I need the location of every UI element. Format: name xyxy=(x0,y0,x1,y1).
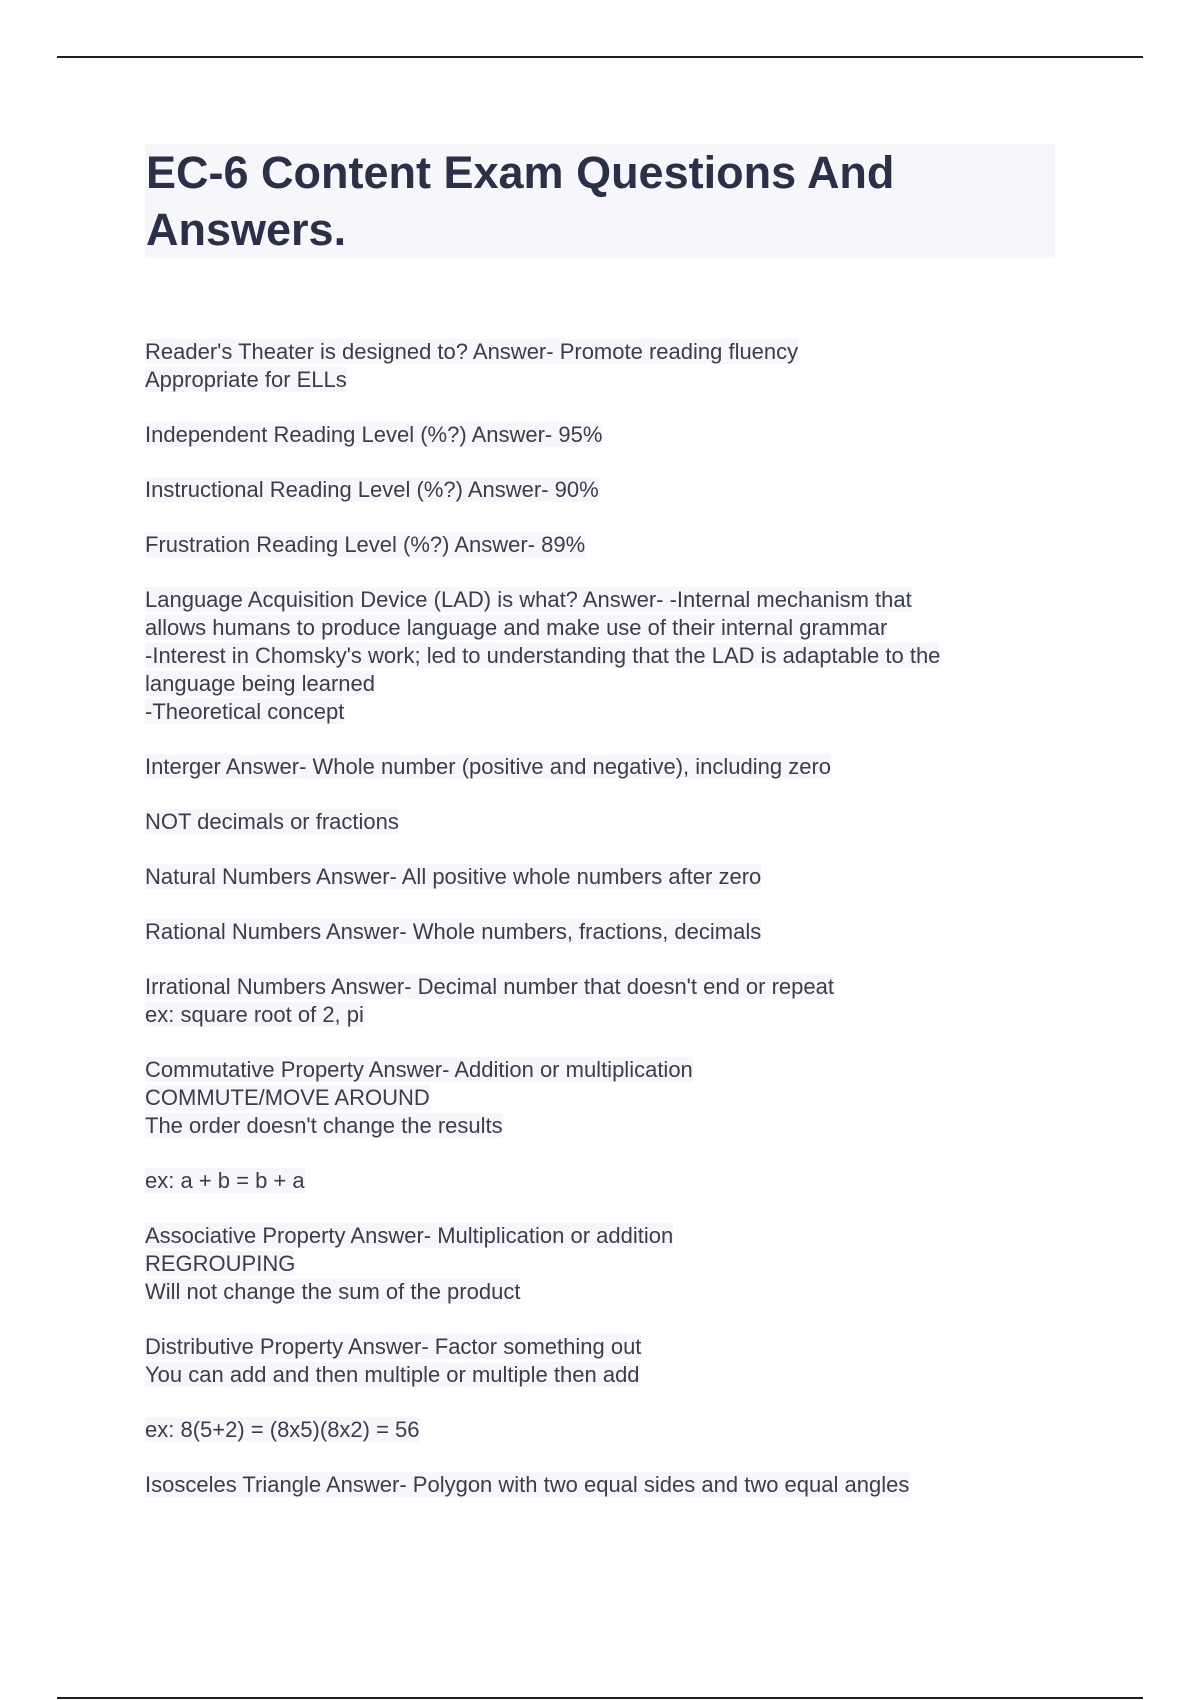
qa-line: NOT decimals or fractions xyxy=(145,809,399,834)
qa-entry xyxy=(145,421,1065,449)
qa-line: Isosceles Triangle Answer- Polygon with two equal sides and two equal angles xyxy=(145,1472,910,1497)
qa-entry xyxy=(145,1056,1065,1140)
header-rule xyxy=(57,56,1143,58)
qa-entry xyxy=(145,531,1065,559)
qa-line: ex: 8(5+2) = (8x5)(8x2) = 56 xyxy=(145,1417,420,1442)
qa-line: Distributive Property Answer- Factor something out xyxy=(145,1334,642,1359)
footer-rule xyxy=(57,1697,1143,1699)
qa-entry xyxy=(145,808,1065,836)
qa-line: Natural Numbers Answer- All positive whole numbers after zero xyxy=(145,864,762,889)
qa-entry xyxy=(145,1416,1065,1444)
qa-line: Associative Property Answer- Multiplication or addition xyxy=(145,1223,674,1248)
qa-entry xyxy=(145,1167,1065,1195)
qa-entry xyxy=(145,753,1065,781)
qa-line: Interger Answer- Whole number (positive and negative), including zero xyxy=(145,754,832,779)
qa-entry xyxy=(145,863,1065,891)
qa-line: language being learned xyxy=(145,671,375,696)
qa-line: COMMUTE/MOVE AROUND xyxy=(145,1085,430,1110)
qa-line: The order doesn't change the results xyxy=(145,1113,503,1138)
qa-line: -Theoretical concept xyxy=(145,699,345,724)
qa-line: allows humans to produce language and make use of their internal grammar xyxy=(145,615,888,640)
qa-line: Instructional Reading Level (%?) Answer- 90% xyxy=(145,477,599,502)
qa-entry xyxy=(145,1333,1065,1389)
document-title: EC-6 Content Exam Questions And Answers. xyxy=(146,147,895,255)
document-body xyxy=(145,338,1065,1526)
qa-line: Reader's Theater is designed to? Answer- Promote reading fluency xyxy=(145,339,799,364)
qa-line: Appropriate for ELLs xyxy=(145,367,347,392)
qa-line: Rational Numbers Answer- Whole numbers, fractions, decimals xyxy=(145,919,762,944)
qa-entry xyxy=(145,338,1065,394)
qa-line: Frustration Reading Level (%?) Answer- 89% xyxy=(145,532,586,557)
qa-entry xyxy=(145,1222,1065,1306)
qa-line: Irrational Numbers Answer- Decimal number that doesn't end or repeat xyxy=(145,974,834,999)
qa-entry xyxy=(145,1471,1065,1499)
qa-line: You can add and then multiple or multiple then add xyxy=(145,1362,640,1387)
qa-line: Will not change the sum of the product xyxy=(145,1279,521,1304)
qa-line: Language Acquisition Device (LAD) is what? Answer- -Internal mechanism that xyxy=(145,587,912,612)
qa-line: ex: a + b = b + a xyxy=(145,1168,305,1193)
qa-line: -Interest in Chomsky's work; led to understanding that the LAD is adaptable to the xyxy=(145,643,941,668)
qa-entry xyxy=(145,476,1065,504)
qa-entry xyxy=(145,973,1065,1029)
qa-entry xyxy=(145,918,1065,946)
qa-entry xyxy=(145,586,1065,726)
qa-line: REGROUPING xyxy=(145,1251,296,1276)
qa-line: Commutative Property Answer- Addition or multiplication xyxy=(145,1057,693,1082)
qa-line: ex: square root of 2, pi xyxy=(145,1002,364,1027)
title-block xyxy=(145,144,1055,258)
qa-line: Independent Reading Level (%?) Answer- 95% xyxy=(145,422,603,447)
